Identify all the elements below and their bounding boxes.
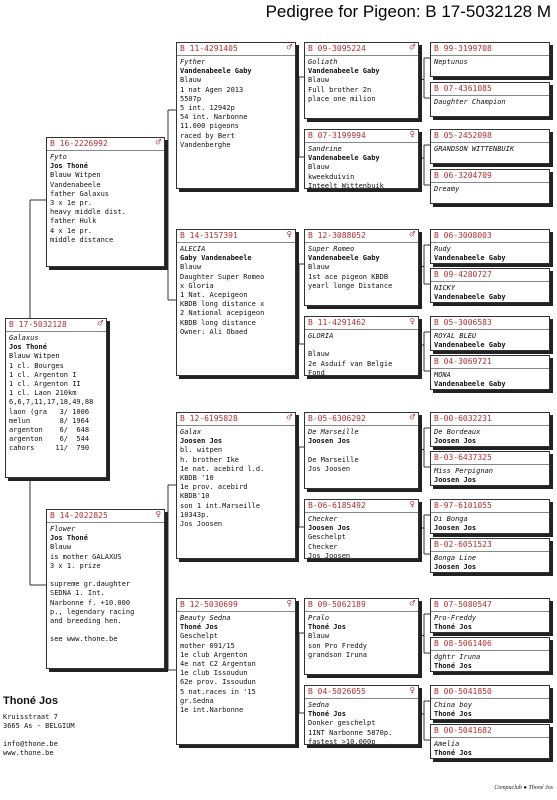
male-symbol-icon: ♂	[409, 413, 415, 424]
breeder-name: Gaby Vandenabeele	[180, 254, 252, 263]
owner-name: Thoné Jos	[3, 695, 59, 707]
breeder-name: Thoné Jos	[180, 623, 218, 632]
detail-line: Daughter Super Romeo	[180, 272, 265, 281]
detail-line: supreme gr.daughter	[50, 580, 131, 589]
detail-line: 54 int. Narbonne	[180, 113, 248, 122]
ring-number: B 00-5041850	[434, 687, 492, 697]
pigeon-name: Amelia	[434, 740, 460, 748]
breeder-name: Vandenabeele Gaby	[434, 293, 506, 302]
pigeon-name: MONA	[434, 371, 451, 379]
detail-line: 1 cl. Argenton II	[9, 380, 81, 389]
detail-line: argenton 6/ 544	[9, 435, 90, 444]
detail-line: 1e nat. acebird l.d.	[180, 464, 265, 473]
breeder-name	[434, 194, 546, 203]
breeder-name: Joosen Jos	[434, 437, 477, 446]
ring-number: B 09-5062189	[308, 600, 366, 610]
detail-line: 2e Asduif van Belgie	[308, 359, 393, 368]
pigeon-details	[6, 332, 106, 456]
detail-line	[308, 446, 415, 455]
pigeon-name: GLORIA	[308, 332, 334, 340]
pigeon-details	[431, 243, 549, 264]
pigeon-name: Daughter Champion	[434, 98, 506, 106]
ring-number: B-05-6306292	[308, 414, 366, 424]
ring-number-header	[177, 43, 295, 56]
breeder-name: Thoné Jos	[434, 623, 472, 632]
pigeon-name: GRANDSON WITTENBUIK	[434, 145, 515, 153]
male-symbol-icon: ♂	[286, 43, 292, 54]
ring-number-header	[431, 43, 549, 56]
detail-line: KBDB'10	[180, 492, 210, 501]
owner-address-line: info@thone.be	[3, 740, 58, 748]
pigeon-name: Rudy	[434, 245, 451, 253]
female-symbol-icon: ♀	[286, 230, 292, 241]
male-symbol-icon: ♂	[97, 319, 103, 330]
pigeon-name: De Marseille	[308, 428, 359, 436]
gen4-card-10[interactable]	[430, 451, 550, 486]
ring-number-header	[431, 130, 549, 143]
ring-number-header	[177, 599, 295, 612]
pigeon-details	[47, 523, 164, 647]
ring-number: B 09-4280727	[434, 270, 492, 280]
breeder-name: Jos Thoné	[9, 343, 47, 352]
pigeon-name: Goliath	[308, 58, 338, 66]
gen4-card-13[interactable]	[430, 598, 550, 633]
detail-line: and breeding hen.	[50, 617, 122, 626]
breeder-name	[308, 341, 415, 350]
ring-number-header	[431, 83, 549, 96]
ring-number: B 12-6195828	[180, 414, 238, 424]
pigeon-name: ROYAL BLEU	[434, 332, 477, 340]
ring-number: B 06-3008003	[434, 231, 492, 241]
pigeon-details	[431, 612, 549, 633]
detail-line: cahors 11/ 790	[9, 444, 90, 453]
detail-line: argenton 6/ 648	[9, 426, 90, 435]
grandparent-card-4[interactable]	[176, 598, 296, 745]
gen4-card-15[interactable]	[430, 685, 550, 720]
pigeon-name: Galaxus	[9, 334, 39, 342]
gen4-card-4[interactable]	[430, 169, 550, 204]
detail-line: Donker geschelpt	[308, 719, 376, 728]
ring-number-header	[431, 452, 549, 465]
ring-number-header	[431, 356, 549, 369]
ring-number: B 05-3006583	[434, 318, 492, 328]
pigeon-details	[305, 143, 418, 189]
detail-line: Blauw Witpen	[50, 171, 101, 180]
ring-number-header	[431, 317, 549, 330]
breeder-name: Joosen Jos	[434, 524, 477, 533]
detail-line: Fond	[308, 368, 325, 376]
detail-line: 1 nat Agen 2013	[180, 85, 244, 94]
detail-line: Narbonne f. +10.000	[50, 598, 131, 607]
pigeon-details	[305, 56, 418, 106]
pigeon-details	[431, 699, 549, 720]
pigeon-details	[305, 330, 418, 376]
breeder-name: Thoné Jos	[434, 662, 472, 671]
gen4-card-14[interactable]	[430, 637, 550, 672]
owner-address-line: www.thone.be	[3, 749, 54, 757]
dam-card[interactable]	[46, 509, 165, 669]
breeder-name: Vandenabeele Gaby	[308, 254, 380, 263]
ring-number-header	[431, 539, 549, 552]
detail-line: Jos Joosen	[308, 464, 351, 473]
pigeon-details	[431, 369, 549, 390]
great-grandparent-card-5[interactable]	[304, 412, 419, 489]
detail-line: 1 cl. Argenton I	[9, 370, 77, 379]
detail-line: Blauw	[308, 632, 330, 641]
great-grandparent-card-7[interactable]	[304, 598, 419, 675]
detail-line: father Galaxus	[50, 189, 110, 198]
pigeon-details	[431, 282, 549, 303]
detail-line: 2 National acepigeon	[180, 309, 265, 318]
breeder-name: Joosen Jos	[308, 524, 351, 533]
detail-line: grandson Iruna	[308, 650, 368, 659]
detail-line: Blauw	[308, 350, 330, 359]
breeder-name: Jos Thoné	[50, 162, 88, 171]
detail-line: 6,6,7,11,17,18,49,88	[9, 398, 94, 407]
ring-number-header	[431, 413, 549, 426]
ring-number-header	[305, 686, 418, 699]
breeder-name: Joosen Jos	[434, 563, 477, 572]
female-symbol-icon: ♀	[409, 317, 415, 328]
grandparent-card-3[interactable]	[176, 412, 296, 559]
detail-line: bl. witpen	[180, 446, 223, 455]
gen4-card-16[interactable]	[430, 724, 550, 759]
ring-number: B 05-2452098	[434, 131, 492, 141]
gen4-card-2[interactable]	[430, 82, 550, 117]
detail-line: 1e prov. acebird	[180, 483, 248, 492]
pigeon-name: Sandrine	[308, 145, 342, 153]
detail-line: heavy middle dist.	[50, 208, 126, 217]
pigeon-details	[431, 330, 549, 351]
detail-line: 5507p	[180, 94, 202, 103]
ring-number-header	[431, 230, 549, 243]
detail-line: kweekduivin	[308, 172, 355, 181]
pigeon-details	[431, 738, 549, 759]
ring-number-header	[305, 317, 418, 330]
male-symbol-icon: ♂	[155, 138, 161, 149]
great-grandparent-card-6[interactable]	[304, 499, 419, 559]
owner-address	[3, 713, 75, 758]
ring-number-header	[305, 130, 418, 143]
pigeon-details	[431, 465, 549, 486]
detail-line: Vandenberghe	[180, 140, 231, 149]
pigeon-name: Pralo	[308, 614, 330, 622]
pigeon-details	[431, 56, 549, 77]
pigeon-name: Sedna	[308, 701, 330, 709]
ring-number: B 04-5026055	[308, 687, 366, 697]
breeder-name: Thoné Jos	[308, 710, 346, 719]
pigeon-name: NICKY	[434, 284, 456, 292]
ring-number: B-02-6051523	[434, 540, 492, 550]
breeder-name: Joosen Jos	[434, 476, 477, 485]
pigeon-name: ALECIA	[180, 245, 206, 253]
pigeon-details	[305, 513, 418, 559]
pigeon-details	[431, 143, 549, 164]
detail-line: 1 Nat. Acepigeon	[180, 291, 248, 300]
ring-number-header	[431, 269, 549, 282]
detail-line: Blauw Witpen	[9, 352, 60, 361]
detail-line: h. brother Ike	[180, 455, 240, 464]
pigeon-details	[177, 243, 295, 339]
ring-number: B 09-3095224	[308, 44, 366, 54]
pigeon-name: Checker	[308, 515, 338, 523]
detail-line: mother 091/15	[180, 641, 235, 650]
detail-line: p., legendary racing	[50, 607, 135, 616]
pigeon-name: Dreamy	[434, 185, 460, 193]
detail-line: Blauw	[308, 263, 330, 272]
female-symbol-icon: ♀	[409, 686, 415, 697]
breeder-name: Joosen Jos	[180, 437, 223, 446]
detail-line: Geschelpt	[308, 533, 346, 542]
detail-line: middle distance	[50, 235, 114, 244]
detail-line: yearl longe Distance	[308, 281, 393, 290]
pigeon-details	[431, 651, 549, 672]
pigeon-name: China boy	[434, 701, 472, 709]
detail-line: 3 x 1. prize	[50, 561, 101, 570]
pigeon-details	[305, 612, 418, 662]
pigeon-name: De Bordeaux	[434, 428, 481, 436]
detail-line: 1e club Issoudun	[180, 669, 248, 678]
detail-line: x Gloria	[180, 281, 214, 290]
detail-line: De Marseille	[308, 455, 359, 464]
detail-line: Blauw	[180, 263, 202, 272]
pigeon-details	[47, 151, 164, 247]
pigeon-details	[305, 243, 418, 293]
great-grandparent-card-4[interactable]	[304, 316, 419, 376]
detail-line: Jos Joosen	[180, 520, 223, 529]
pigeon-name: Fyther	[180, 58, 206, 66]
female-symbol-icon: ♀	[155, 510, 161, 521]
detail-line: Full brother 2n	[308, 85, 372, 94]
pigeon-name: Galax	[180, 428, 202, 436]
pigeon-details	[431, 426, 549, 447]
detail-line: Blauw	[50, 543, 72, 552]
ring-number-header	[305, 599, 418, 612]
ring-number-header	[431, 170, 549, 183]
breeder-name	[434, 67, 546, 76]
pigeon-name: Beauty Sedna	[180, 614, 231, 622]
detail-line: 11.000 pigeons	[180, 122, 240, 131]
detail-line: 10343p.	[180, 510, 210, 519]
male-symbol-icon: ♂	[409, 43, 415, 54]
grandparent-card-2[interactable]	[176, 229, 296, 376]
great-grandparent-card-8[interactable]	[304, 685, 419, 745]
detail-line: Geschelpt	[180, 632, 218, 641]
gen4-card-6[interactable]	[430, 268, 550, 303]
ring-number: B-97-6101055	[434, 501, 492, 511]
ring-number-header	[431, 599, 549, 612]
detail-line: 1INT Narbonne 5870p.	[308, 728, 393, 737]
ring-number: B 04-3069721	[434, 357, 492, 367]
detail-line: 1e club Argenton	[180, 650, 248, 659]
ring-number-header	[431, 638, 549, 651]
detail-line: KBDB long distance x	[180, 300, 265, 309]
ring-number: B 99-3199708	[434, 44, 492, 54]
breeder-name: Vandenabeele Gaby	[180, 67, 252, 76]
ring-number-header	[431, 725, 549, 738]
great-grandparent-card-2[interactable]	[304, 129, 419, 189]
detail-line: place one milion	[308, 94, 376, 103]
ring-number: B 06-3204709	[434, 171, 492, 181]
gen4-card-11[interactable]	[430, 499, 550, 534]
detail-line: see www.thone.be	[50, 635, 118, 644]
pigeon-name: Fyto	[50, 153, 67, 161]
breeder-name	[434, 154, 546, 163]
ring-number: B 08-5061406	[434, 639, 492, 649]
owner-address-line	[3, 731, 75, 740]
ring-number: B 14-2022825	[50, 511, 108, 521]
ring-number-header	[177, 230, 295, 243]
detail-line: Vandenabeele	[50, 180, 101, 189]
detail-line: SEDNA 1. Int.	[50, 589, 105, 598]
detail-line: 1e int.Narbonne	[180, 706, 244, 715]
pigeon-details	[305, 699, 418, 745]
breeder-name: Thoné Jos	[434, 710, 472, 719]
female-symbol-icon: ♀	[409, 130, 415, 141]
detail-line: is mother GALAXUS	[50, 552, 122, 561]
pigeon-name: Di Bonga	[434, 515, 468, 523]
detail-line: father Hulk	[50, 217, 97, 226]
gen4-card-8[interactable]	[430, 355, 550, 390]
breeder-name: Thoné Jos	[434, 749, 472, 758]
grandparent-card-1[interactable]	[176, 42, 296, 189]
subject-pigeon-card[interactable]	[5, 318, 107, 478]
pigeon-name: dghtr Iruna	[434, 653, 481, 661]
breeder-name: Vandenabeele Gaby	[434, 341, 506, 350]
sire-card[interactable]	[46, 137, 165, 267]
detail-line: 1st ace pigeon KBDB	[308, 272, 389, 281]
footer-credit: Compuclub ● Thoné Jos	[494, 785, 553, 791]
detail-line: Blauw	[180, 76, 202, 85]
ring-number: B 07-4361085	[434, 84, 492, 94]
detail-line: Inteelt Wittenbuik	[308, 181, 384, 189]
female-symbol-icon: ♀	[286, 599, 292, 610]
ring-number-header	[305, 43, 418, 56]
great-grandparent-card-3[interactable]	[304, 229, 419, 306]
page-title: Pedigree for Pigeon: B 17-5032128 M	[265, 2, 551, 21]
ring-number-header	[47, 138, 164, 151]
detail-line: Blauw	[308, 76, 330, 85]
ring-number-header	[431, 500, 549, 513]
detail-line: 3 x 1e pr.	[50, 199, 93, 208]
pigeon-details	[177, 426, 295, 531]
gen4-card-7[interactable]	[430, 316, 550, 351]
ring-number: B 11-4291462	[308, 318, 366, 328]
detail-line: Checker	[308, 542, 338, 551]
detail-line: son Pro Freddy	[308, 641, 368, 650]
gen4-card-1[interactable]	[430, 42, 550, 77]
pigeon-details	[305, 426, 418, 476]
male-symbol-icon: ♂	[409, 599, 415, 610]
pigeon-name: Neptunus	[434, 58, 468, 66]
detail-line: KBDB '10	[180, 474, 214, 483]
pigeon-name: Miss Perpignan	[434, 467, 494, 475]
detail-line: laon (gra 3/ 1006	[9, 407, 90, 416]
breeder-name: Vandenabeele Gaby	[434, 254, 506, 263]
detail-line: son 1 int.Marseille	[180, 501, 261, 510]
pigeon-name: Super Romeo	[308, 245, 355, 253]
detail-line: gr.Sedna	[180, 696, 214, 705]
breeder-name: Vandenabeele Gaby	[308, 67, 380, 76]
gen4-card-9[interactable]	[430, 412, 550, 447]
ring-number-header	[305, 413, 418, 426]
ring-number: B-00-6032231	[434, 414, 492, 424]
female-symbol-icon: ♀	[409, 500, 415, 511]
detail-line: KBDB long distance	[180, 318, 256, 327]
ring-number: B 00-5041682	[434, 726, 492, 736]
gen4-card-5[interactable]	[430, 229, 550, 264]
pigeon-details	[177, 56, 295, 152]
ring-number-header	[6, 319, 106, 332]
detail-line: raced by Bert	[180, 131, 235, 140]
ring-number: B 16-2226992	[50, 139, 108, 149]
owner-address-line: Kruisstraat 7	[3, 713, 58, 721]
pigeon-name: Pro-Freddy	[434, 614, 477, 622]
owner-block	[3, 695, 75, 758]
detail-line: Owner: Ali Obaed	[180, 327, 248, 336]
pigeon-details	[431, 96, 549, 117]
ring-number: B 07-5080547	[434, 600, 492, 610]
breeder-name: Vandenabeele Gaby	[308, 154, 380, 163]
ring-number: B 11-4291405	[180, 44, 238, 54]
ring-number-header	[305, 500, 418, 513]
ring-number-header	[431, 686, 549, 699]
ring-number: B 07-3199994	[308, 131, 366, 141]
pigeon-name: Bonga Line	[434, 554, 477, 562]
ring-number: B 12-3088052	[308, 231, 366, 241]
gen4-card-12[interactable]	[430, 538, 550, 573]
breeder-name: Thoné Jos	[308, 623, 346, 632]
ring-number-header	[47, 510, 164, 523]
detail-line: fastest >10.000p	[308, 737, 376, 745]
detail-line: 5 nat.races in '15	[180, 687, 256, 696]
pigeon-details	[431, 513, 549, 534]
breeder-name	[434, 107, 546, 116]
detail-line: 1 cl. Laon 210km	[9, 389, 77, 398]
ring-number: B 12-5030699	[180, 600, 238, 610]
ring-number: B-06-6185492	[308, 501, 366, 511]
detail-line: melun 8/ 1964	[9, 416, 90, 425]
male-symbol-icon: ♂	[409, 230, 415, 241]
pigeon-details	[431, 183, 549, 204]
male-symbol-icon: ♂	[286, 413, 292, 424]
detail-line: Jos Joosen	[308, 551, 351, 559]
owner-address-line: 3665 As - BELGIUM	[3, 722, 75, 730]
gen4-card-3[interactable]	[430, 129, 550, 164]
detail-line: 1 cl. Bourges	[9, 361, 64, 370]
detail-line: 62e prov. Issoudun	[180, 678, 256, 687]
detail-line	[50, 626, 161, 635]
pigeon-name: Flower	[50, 525, 76, 533]
breeder-name: Vandenabeele Gaby	[434, 380, 506, 389]
pigeon-details	[431, 552, 549, 573]
detail-line: 4 x 1e pr.	[50, 226, 93, 235]
breeder-name: Joosen Jos	[308, 437, 351, 446]
detail-line	[50, 571, 161, 580]
ring-number: B-03-6437325	[434, 453, 492, 463]
detail-line: 4e nat C2 Argenton	[180, 660, 256, 669]
ring-number-header	[177, 413, 295, 426]
detail-line: 5 int. 12942p	[180, 104, 235, 113]
ring-number: B 14-3157391	[180, 231, 238, 241]
ring-number-header	[305, 230, 418, 243]
great-grandparent-card-1[interactable]	[304, 42, 419, 119]
detail-line: Blauw	[308, 163, 330, 172]
breeder-name: Jos Thoné	[50, 534, 88, 543]
ring-number: B 17-5032128	[9, 320, 67, 330]
pigeon-details	[177, 612, 295, 717]
